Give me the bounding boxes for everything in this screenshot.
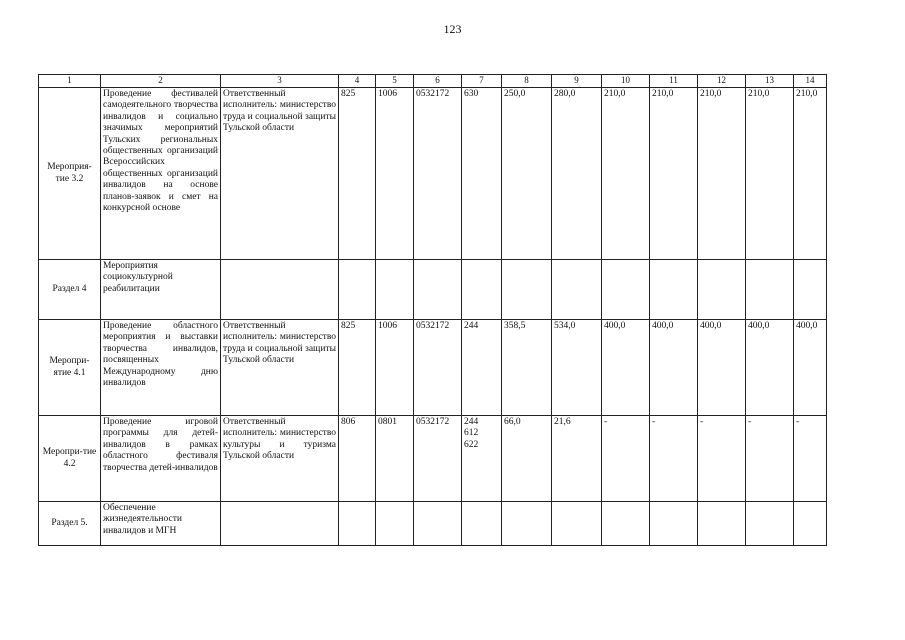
table-row bbox=[39, 88, 827, 260]
table-cell bbox=[414, 260, 462, 320]
column-header: 12 bbox=[698, 75, 746, 88]
table-cell: 358,5 bbox=[502, 320, 552, 416]
page-number: 123 bbox=[443, 22, 462, 36]
responsible-executor: Ответственный исполнитель: министерство культуры и туризма Тульской области bbox=[221, 416, 339, 502]
section-title: Мероприятия социокультурной реабилитации bbox=[101, 260, 221, 320]
section-title: Обеспечение жизнедеятельности инвалидов и МГН bbox=[101, 502, 221, 546]
table-cell: - bbox=[794, 416, 827, 502]
responsible-executor: Ответственный исполнитель: министерство труда и социальной защиты Тульской области bbox=[221, 88, 339, 260]
table-cell bbox=[650, 260, 698, 320]
table-cell bbox=[221, 502, 339, 546]
cell-line: 244 bbox=[464, 417, 479, 427]
row-label: Раздел 5. bbox=[39, 502, 101, 546]
cell-line: 622 bbox=[464, 439, 479, 450]
table-row bbox=[39, 260, 827, 320]
table-cell bbox=[339, 502, 376, 546]
table-cell: 210,0 bbox=[794, 88, 827, 260]
budget-table bbox=[38, 74, 827, 546]
table-row bbox=[39, 502, 827, 546]
table-cell: 1006 bbox=[376, 88, 414, 260]
table-cell: 400,0 bbox=[602, 320, 650, 416]
table-cell: 0532172 bbox=[414, 320, 462, 416]
column-header: 9 bbox=[552, 75, 602, 88]
table-cell: 280,0 bbox=[552, 88, 602, 260]
table-cell: 210,0 bbox=[650, 88, 698, 260]
column-number-row bbox=[39, 75, 827, 88]
activity-description: Проведение областного мероприятия и выставки творчества инвалидов, посвященных Международному дню инвалидов bbox=[101, 320, 221, 416]
table-cell bbox=[376, 502, 414, 546]
row-label: Раздел 4 bbox=[39, 260, 101, 320]
table-cell: - bbox=[698, 416, 746, 502]
table-cell bbox=[794, 502, 827, 546]
table-cell: 400,0 bbox=[698, 320, 746, 416]
table-cell bbox=[462, 260, 502, 320]
table-cell bbox=[221, 260, 339, 320]
table-cell bbox=[794, 260, 827, 320]
table-cell: 21,6 bbox=[552, 416, 602, 502]
table-cell: 825 bbox=[339, 320, 376, 416]
table-cell: 210,0 bbox=[698, 88, 746, 260]
table-cell-multi bbox=[462, 416, 502, 502]
row-label: Мероприя-тие 3.2 bbox=[39, 88, 101, 260]
table-cell bbox=[650, 502, 698, 546]
table-cell: 250,0 bbox=[502, 88, 552, 260]
activity-description: Проведение игровой программы для детей-инвалидов в рамках областного фестиваля творчества детей-инвалидов bbox=[101, 416, 221, 502]
column-header: 4 bbox=[339, 75, 376, 88]
responsible-executor: Ответственный исполнитель: министерство труда и социальной защиты Тульской области bbox=[221, 320, 339, 416]
table-cell: - bbox=[602, 416, 650, 502]
table-cell bbox=[602, 502, 650, 546]
column-header: 11 bbox=[650, 75, 698, 88]
table-cell bbox=[698, 502, 746, 546]
table-cell: 210,0 bbox=[602, 88, 650, 260]
table-cell: 0801 bbox=[376, 416, 414, 502]
table-cell: 400,0 bbox=[794, 320, 827, 416]
table-cell bbox=[339, 260, 376, 320]
activity-description: Проведение фестивалей самодеятельного творчества инвалидов и социально значимых мероприятий Тульских региональных общественных организаций Всероссийских общественных организаций инвалидов на основе планов-заявок и смет на конкурсной основе bbox=[101, 88, 221, 260]
cell-line: 612 bbox=[464, 428, 479, 439]
column-header: 13 bbox=[746, 75, 794, 88]
table-cell: - bbox=[746, 416, 794, 502]
table-cell: 630 bbox=[462, 88, 502, 260]
table-cell: 1006 bbox=[376, 320, 414, 416]
column-header: 1 bbox=[39, 75, 101, 88]
row-label: Меропри-ятие 4.1 bbox=[39, 320, 101, 416]
column-header: 7 bbox=[462, 75, 502, 88]
table-cell bbox=[552, 260, 602, 320]
table-cell bbox=[376, 260, 414, 320]
table-cell bbox=[502, 502, 552, 546]
table-cell bbox=[414, 502, 462, 546]
table-cell bbox=[552, 502, 602, 546]
table-cell: 0532172 bbox=[414, 416, 462, 502]
table-cell: 806 bbox=[339, 416, 376, 502]
column-header: 6 bbox=[414, 75, 462, 88]
table-cell: 534,0 bbox=[552, 320, 602, 416]
table-cell: - bbox=[650, 416, 698, 502]
column-header: 2 bbox=[101, 75, 221, 88]
table-cell bbox=[502, 260, 552, 320]
table-cell: 0532172 bbox=[414, 88, 462, 260]
table-cell: 66,0 bbox=[502, 416, 552, 502]
table-cell bbox=[698, 260, 746, 320]
row-label: Меропри-тие 4.2 bbox=[39, 416, 101, 502]
table-row bbox=[39, 320, 827, 416]
table-cell bbox=[602, 260, 650, 320]
column-header: 10 bbox=[602, 75, 650, 88]
column-header: 14 bbox=[794, 75, 827, 88]
column-header: 5 bbox=[376, 75, 414, 88]
table-cell: 400,0 bbox=[746, 320, 794, 416]
table-cell: 825 bbox=[339, 88, 376, 260]
table-cell: 244 bbox=[462, 320, 502, 416]
column-header: 8 bbox=[502, 75, 552, 88]
table-cell bbox=[462, 502, 502, 546]
table-cell: 210,0 bbox=[746, 88, 794, 260]
table-cell bbox=[746, 260, 794, 320]
table-row bbox=[39, 416, 827, 502]
table-cell: 400,0 bbox=[650, 320, 698, 416]
column-header: 3 bbox=[221, 75, 339, 88]
table-cell bbox=[746, 502, 794, 546]
